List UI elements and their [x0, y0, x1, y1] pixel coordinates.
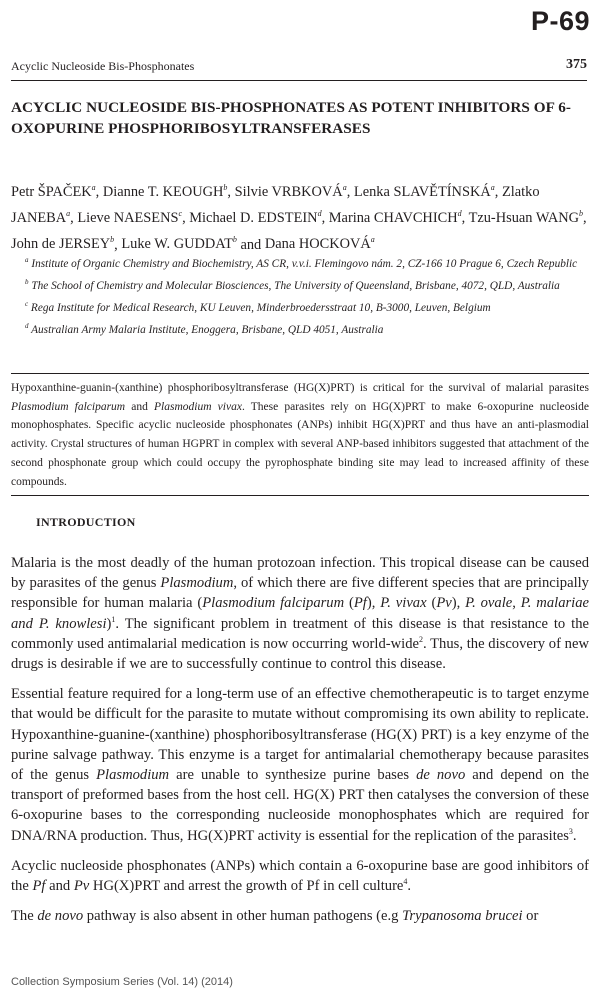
author-affiliation-mark: b — [232, 235, 237, 245]
author-name: Dana HOCKOVÁ$^a$ — [264, 235, 375, 253]
affiliation-text: Rega Institute for Medical Research, KU Leuven, Minderbroedersstraat 10, B-3000, Leuven, Belgium — [28, 301, 491, 314]
body-paragraph: The de novo pathway is also absent in other human pathogens (e.g Trypanosoma brucei or — [11, 908, 539, 925]
page-number: 375 — [566, 57, 587, 72]
affiliation-text: Institute of Organic Chemistry and Biochemistry, AS CR, v.v.i. Flemingovo nám. 2, CZ-166 10 Prague 6, Czech Republic — [28, 257, 578, 270]
author-affiliation-mark: d — [317, 209, 322, 219]
author-affiliation-mark: b — [110, 235, 115, 245]
affiliation-item — [25, 251, 590, 273]
body-text — [11, 553, 589, 936]
affiliation-text: The School of Chemistry and Molecular Biosciences, The University of Queensland, Brisbane, 4072, QLD, Australia — [28, 279, 560, 292]
author-name: Dianne T. KEOUGH$^b$ — [102, 183, 228, 200]
author-affiliation-mark: a — [370, 235, 375, 245]
author-affiliation-mark: a — [66, 209, 71, 219]
author-affiliation-mark: b — [579, 209, 583, 219]
abstract-text: Hypoxanthine-guanin-(xanthine) phosphoribosyltransferase (HG(X)PRT) is critical for the survival of malarial parasites Plasmodium falciparum and Plasmodium vivax. These parasites rely on HG(X)PRT to make 6-oxopurine nucleoside monophosphates. Specific acyclic nucleoside phosphonates (ANPs) inhibit HG(X)PRT and thus have an anti-plasmodial activity. Crystal structures of human HGPRT in complex with several ANP-based inhibitors suggested that attachment of the second phosphonate group which could occupy the pyrophosphate binding site may lead to increased affinity of these compounds. — [11, 382, 589, 488]
author-name: Petr ŠPAČEK$^a$ — [11, 183, 96, 200]
author-affiliation-mark: d — [457, 209, 462, 219]
author-affiliation-mark: b — [223, 183, 228, 192]
section-heading-introduction: INTRODUCTION — [36, 515, 136, 529]
affiliation-key: b — [25, 277, 29, 286]
affiliation-list — [25, 251, 590, 339]
affiliation-key: c — [25, 299, 29, 308]
author-name: Zlatko JANEBA$^a$ — [11, 183, 540, 227]
affiliation-item — [25, 317, 590, 339]
author-list: Petr ŠPAČEK$^a$, Dianne T. KEOUGH$^b$, Silvie VRBKOVÁ$^a$, Lenka SLAVĚTÍNSKÁ$^a$, Zlatko JANEBA$^a$, Lieve NAESENS$^c$, Michael D. EDSTEIN$^d$, Marina CHAVCHICH$^d$, Tzu-Hsuan WANG$^b$, John de JERSEY$^b$, Luke W. GUDDAT$^b$ and Dana HOCKOVÁ$^a$ — [11, 183, 587, 253]
affiliation-key: a — [25, 256, 29, 264]
author-name: Luke W. GUDDAT$^b$ — [121, 235, 237, 253]
page-tag: P-69 — [530, 6, 590, 36]
affiliation-key: d — [25, 321, 29, 330]
author-name: Lenka SLAVĚTÍNSKÁ$^a$ — [353, 183, 495, 200]
author-name: Michael D. EDSTEIN$^d$ — [189, 209, 322, 227]
affiliation-text: Australian Army Malaria Institute, Enoggera, Brisbane, QLD 4051, Australia — [28, 323, 384, 336]
author-affiliation-mark: a — [91, 183, 96, 192]
author-affiliation-mark: a — [342, 183, 347, 192]
body-paragraph: Essential feature required for a long-term use of an effective chemotherapeutic is to target enzyme that would be difficult for the parasite to mutate without compromising its own ability to replicate. Hypoxanthine-guanine-(xanthine) phosphoribosyltransferase (HG(X) PRT) is a key enzyme of the purine salvage pathway. This enzyme is a target for antimalarial chemotherapy because parasites of the genus Plasmodium are unable to synthesize purine bases de novo and depend on the transport of preformed bases from the host cell. HG(X) PRT then catalyses the conversion of these 6-oxopurine bases to the corresponding nucleoside monophosphates which are required for DNA/RNA production. Thus, HG(X)PRT activity is essential for the replication of the parasites$^3$. — [11, 686, 590, 844]
abstract-box — [11, 373, 589, 496]
affiliation-item — [25, 295, 590, 317]
body-paragraph: Malaria is the most deadly of the human protozoan infection. This tropical disease can be caused by parasites of the genus Plasmodium, of which there are five different species that are principally responsible for human malaria (Plasmodium falciparum (Pf), P. vivax (Pv), P. ovale, P. malariae and P. knowlesi)$^1$. The significant problem in treatment of this disease is that resistance to the commonly used antimalarial medication is now occurring world-wide$^2$. Thus, the discovery of new drugs is desirable if we are to successfully continue to control this disease. — [11, 555, 590, 673]
author-affiliation-mark: c — [178, 209, 183, 219]
author-name: Marina CHAVCHICH$^d$ — [328, 209, 462, 227]
body-paragraph: Acyclic nucleoside phosphonates (ANPs) which contain a 6-oxopurine base are good inhibitors of the Pf and Pv HG(X)PRT and arrest the growth of Pf in cell culture$^4$. — [11, 857, 589, 895]
article-title: ACYCLIC NUCLEOSIDE BIS-PHOSPHONATES AS POTENT INHIBITORS OF 6-OXOPURINE PHOSPHORIBOSYLTRANSFERASES — [11, 99, 571, 137]
footer-citation: Collection Symposium Series (Vol. 14) (2014) — [11, 976, 233, 988]
author-affiliation-mark: a — [490, 183, 495, 192]
running-title: Acyclic Nucleoside Bis-Phosphonates — [11, 59, 195, 73]
affiliation-item — [25, 273, 590, 295]
header-rule — [11, 80, 587, 81]
author-name: Silvie VRBKOVÁ$^a$ — [234, 183, 347, 200]
author-name: Lieve NAESENS$^c$ — [77, 209, 183, 227]
author-name: Tzu-Hsuan WANG$^b$ — [468, 209, 583, 227]
author-name: John de JERSEY$^b$ — [11, 235, 115, 253]
